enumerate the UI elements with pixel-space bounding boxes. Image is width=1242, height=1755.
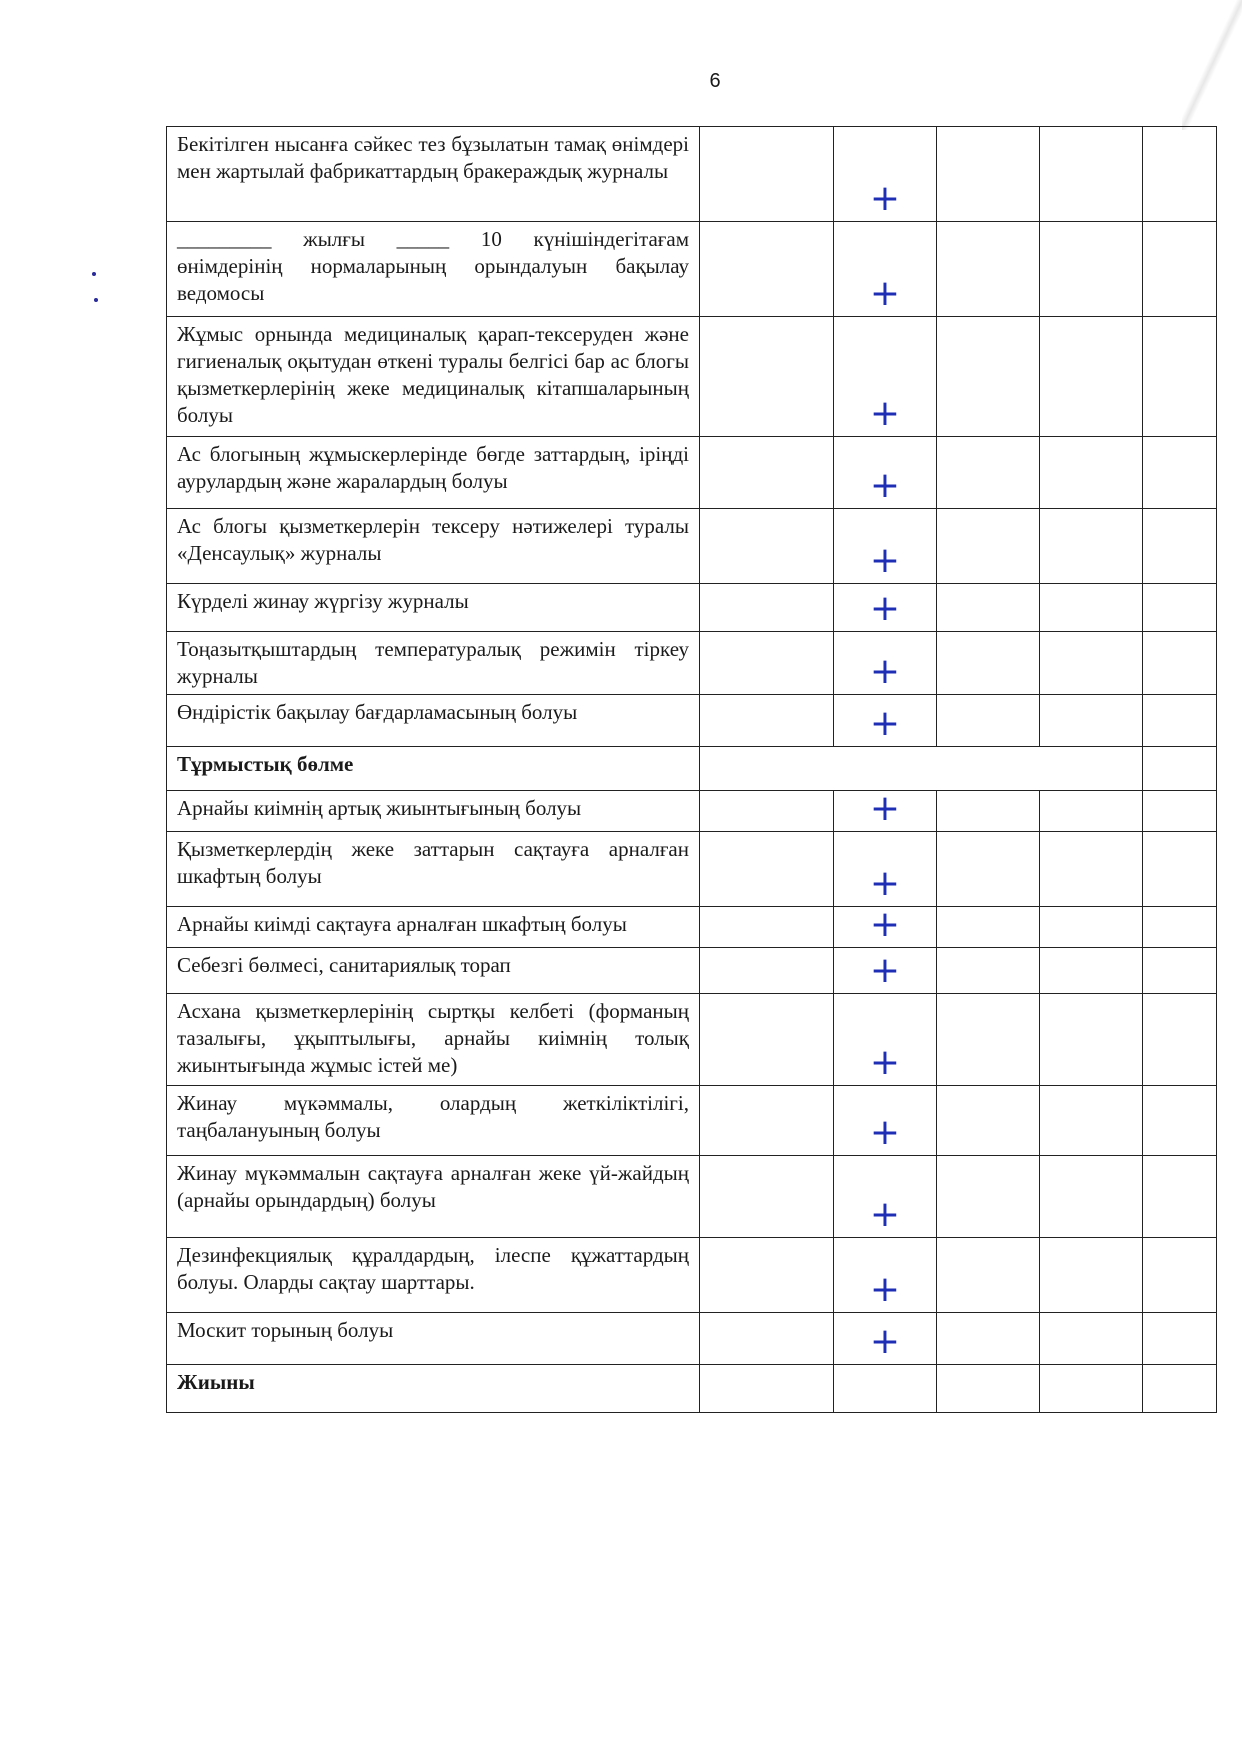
empty-cell	[700, 791, 834, 832]
empty-cell	[1040, 509, 1143, 584]
table-row	[167, 791, 1217, 832]
empty-cell	[700, 509, 834, 584]
check-mark: +	[834, 632, 937, 695]
check-mark: +	[834, 1156, 937, 1238]
empty-cell	[937, 695, 1040, 747]
criterion-text: Бекітілген нысанға сәйкес тез бұзылатын тамақ өнімдері мен жартылай фабрикаттардың бракераждық журналы	[167, 127, 700, 222]
table-row	[167, 1086, 1217, 1156]
check-mark: +	[834, 994, 937, 1086]
criterion-text: Қызметкерлердің жеке заттарын сақтауға арналған шкафтың болуы	[167, 832, 700, 907]
check-mark: +	[834, 222, 937, 317]
total-label: Жиыны	[167, 1365, 700, 1413]
check-mark: +	[834, 1313, 937, 1365]
empty-cell	[834, 1365, 937, 1413]
empty-cell	[1143, 127, 1217, 222]
empty-cell	[1040, 632, 1143, 695]
check-mark: +	[834, 695, 937, 747]
table-row	[167, 695, 1217, 747]
empty-cell	[1143, 509, 1217, 584]
scan-speck	[94, 298, 98, 302]
criterion-text: Дезинфекциялық құралдардың, ілеспе құжаттардың болуы. Оларды сақтау шарттары.	[167, 1238, 700, 1313]
scan-edge-shadow	[1182, 0, 1242, 130]
empty-cell	[700, 1238, 834, 1313]
empty-cell	[700, 1313, 834, 1365]
empty-cell	[937, 907, 1040, 948]
table-row	[167, 948, 1217, 994]
table-row	[167, 222, 1217, 317]
empty-cell	[700, 1365, 834, 1413]
check-mark: +	[834, 509, 937, 584]
empty-cell	[937, 1086, 1040, 1156]
section-title: Тұрмыстық бөлме	[167, 747, 700, 791]
table-row	[167, 1313, 1217, 1365]
criterion-text: Ас блогының жұмыскерлерінде бөгде заттардың, іріңді аурулардың және жаралардың болуы	[167, 437, 700, 509]
section-span-cell	[700, 747, 1143, 791]
criterion-text: _________ жылғы _____ 10 күнішіндегітағам өнімдерінің нормаларының орындалуын бақылау ведомосы	[167, 222, 700, 317]
empty-cell	[1040, 584, 1143, 632]
empty-cell	[1143, 832, 1217, 907]
criterion-text: Тоңазытқыштардың температуралық режимін тіркеу журналы	[167, 632, 700, 695]
empty-cell	[1143, 632, 1217, 695]
table-row	[167, 907, 1217, 948]
empty-cell	[1143, 1313, 1217, 1365]
table-row	[167, 584, 1217, 632]
criterion-text: Жұмыс орнында медициналық қарап-тексеруден және гигиеналық оқытудан өткені туралы белгісі бар ас блогы қызметкерлерінің жеке медициналық кітапшаларының болуы	[167, 317, 700, 437]
table-row	[167, 1238, 1217, 1313]
empty-cell	[1143, 222, 1217, 317]
empty-cell	[1040, 695, 1143, 747]
empty-cell	[937, 994, 1040, 1086]
checklist-table	[166, 126, 1217, 1413]
empty-cell	[1040, 1313, 1143, 1365]
criterion-text: Арнайы киімді сақтауға арналған шкафтың болуы	[167, 907, 700, 948]
empty-cell	[1040, 994, 1143, 1086]
empty-cell	[700, 907, 834, 948]
empty-cell	[937, 1313, 1040, 1365]
criterion-text: Арнайы киімнің артық жиынтығының болуы	[167, 791, 700, 832]
table-row	[167, 832, 1217, 907]
empty-cell	[700, 317, 834, 437]
empty-cell	[937, 832, 1040, 907]
empty-cell	[937, 948, 1040, 994]
empty-cell	[1040, 791, 1143, 832]
empty-cell	[1143, 747, 1217, 791]
table-row	[167, 509, 1217, 584]
total-row	[167, 1365, 1217, 1413]
check-mark: +	[834, 1238, 937, 1313]
empty-cell	[1143, 1365, 1217, 1413]
empty-cell	[1143, 1156, 1217, 1238]
check-mark: +	[834, 907, 937, 948]
check-mark: +	[834, 948, 937, 994]
criterion-text: Ас блогы қызметкерлерін тексеру нәтижелері туралы «Денсаулық» журналы	[167, 509, 700, 584]
empty-cell	[1143, 584, 1217, 632]
empty-cell	[700, 437, 834, 509]
check-mark: +	[834, 791, 937, 832]
empty-cell	[1143, 907, 1217, 948]
empty-cell	[937, 317, 1040, 437]
empty-cell	[1040, 127, 1143, 222]
empty-cell	[700, 222, 834, 317]
empty-cell	[1040, 948, 1143, 994]
empty-cell	[700, 1086, 834, 1156]
empty-cell	[1143, 948, 1217, 994]
empty-cell	[937, 127, 1040, 222]
empty-cell	[700, 832, 834, 907]
check-mark: +	[834, 832, 937, 907]
empty-cell	[700, 1156, 834, 1238]
empty-cell	[700, 695, 834, 747]
empty-cell	[937, 584, 1040, 632]
empty-cell	[1040, 1238, 1143, 1313]
table-row	[167, 1156, 1217, 1238]
criterion-text: Жинау мүкәммалы, олардың жеткіліктілігі, таңбалануының болуы	[167, 1086, 700, 1156]
empty-cell	[937, 437, 1040, 509]
check-mark: +	[834, 1086, 937, 1156]
table-row	[167, 437, 1217, 509]
empty-cell	[1040, 1156, 1143, 1238]
empty-cell	[937, 1238, 1040, 1313]
check-mark: +	[834, 127, 937, 222]
empty-cell	[1040, 1086, 1143, 1156]
empty-cell	[937, 1365, 1040, 1413]
check-mark: +	[834, 584, 937, 632]
criterion-text: Жинау мүкәммалын сақтауға арналған жеке үй-жайдың (арнайы орындардың) болуы	[167, 1156, 700, 1238]
criterion-text: Москит торының болуы	[167, 1313, 700, 1365]
table-row	[167, 632, 1217, 695]
criterion-text: Өндірістік бақылау бағдарламасының болуы	[167, 695, 700, 747]
check-mark: +	[834, 317, 937, 437]
table-row	[167, 317, 1217, 437]
table-row	[167, 994, 1217, 1086]
criterion-text: Асхана қызметкерлерінің сыртқы келбеті (форманың тазалығы, ұқыптылығы, арнайы киімнің толық жиынтығында жұмыс істей ме)	[167, 994, 700, 1086]
empty-cell	[700, 994, 834, 1086]
empty-cell	[937, 1156, 1040, 1238]
empty-cell	[1143, 791, 1217, 832]
empty-cell	[1040, 222, 1143, 317]
empty-cell	[1040, 832, 1143, 907]
empty-cell	[1040, 437, 1143, 509]
table-row	[167, 127, 1217, 222]
criterion-text: Күрделі жинау жүргізу журналы	[167, 584, 700, 632]
empty-cell	[937, 791, 1040, 832]
empty-cell	[1143, 437, 1217, 509]
section-row	[167, 747, 1217, 791]
empty-cell	[937, 509, 1040, 584]
empty-cell	[937, 222, 1040, 317]
check-mark: +	[834, 437, 937, 509]
empty-cell	[1040, 317, 1143, 437]
empty-cell	[1143, 1238, 1217, 1313]
empty-cell	[700, 948, 834, 994]
empty-cell	[1040, 907, 1143, 948]
page-number: 6	[709, 70, 721, 92]
empty-cell	[1040, 1365, 1143, 1413]
empty-cell	[1143, 994, 1217, 1086]
scan-speck	[92, 272, 96, 276]
empty-cell	[700, 584, 834, 632]
empty-cell	[1143, 695, 1217, 747]
criterion-text: Себезгі бөлмесі, санитариялық торап	[167, 948, 700, 994]
empty-cell	[1143, 317, 1217, 437]
empty-cell	[700, 632, 834, 695]
empty-cell	[700, 127, 834, 222]
empty-cell	[937, 632, 1040, 695]
empty-cell	[1143, 1086, 1217, 1156]
